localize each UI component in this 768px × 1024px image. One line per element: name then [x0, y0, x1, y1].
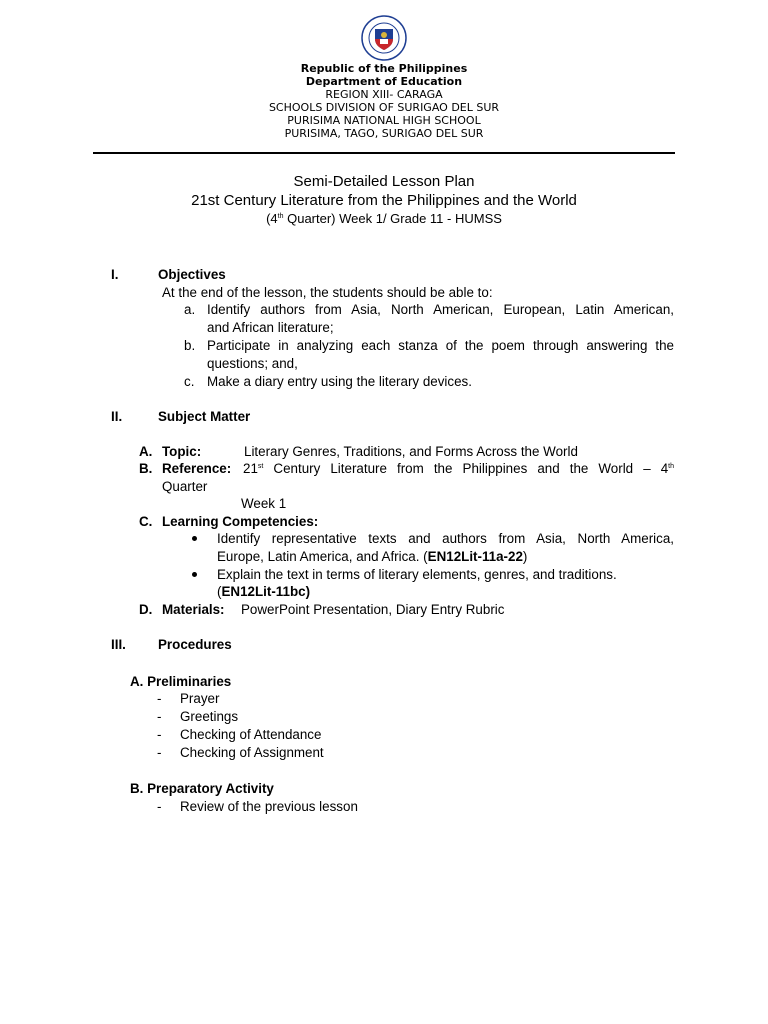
deped-seal-logo [361, 15, 407, 61]
reference-week: Week 1 [241, 496, 287, 511]
dash-marker: - [157, 727, 162, 742]
lesson-plan-title: Semi-Detailed Lesson Plan [293, 173, 475, 190]
header-address: PURISIMA, TAGO, SURIGAO DEL SUR [284, 127, 484, 140]
objective-marker: b. [184, 338, 196, 353]
objective-a-line2: and African literature; [207, 320, 334, 335]
preliminary-item: Greetings [180, 709, 239, 724]
objectives-numeral: I. [111, 267, 119, 282]
dash-marker: - [157, 709, 162, 724]
subject-title: 21st Century Literature from the Philippines and the World [191, 192, 577, 209]
competency-2-line1: Explain the text in terms of literary elements, genres, and traditions. [217, 567, 617, 582]
objective-marker: c. [184, 374, 195, 389]
objective-a-line1: Identify authors from Asia, North American, European, Latin American, [207, 302, 674, 317]
reference-quarter: Quarter [162, 479, 208, 494]
procedures-numeral: III. [111, 637, 126, 652]
header-republic: Republic of the Philippines [300, 62, 468, 75]
header-school: PURISIMA NATIONAL HIGH SCHOOL [287, 114, 481, 127]
bullet-icon [192, 536, 197, 541]
preparatory-heading: B. Preparatory Activity [130, 781, 274, 796]
bullet-icon [192, 572, 197, 577]
subject-matter-heading: Subject Matter [158, 409, 251, 424]
competency-2-line2: (EN12Lit-11bc) [217, 584, 311, 599]
header-department: Department of Education [305, 75, 463, 88]
quarter-line: (4th Quarter) Week 1/ Grade 11 - HUMSS [266, 211, 502, 226]
header-divider [93, 152, 675, 154]
reference-value: 21st Century Literature from the Philippines and the World – 4th [243, 461, 674, 476]
materials-marker: D. [139, 602, 153, 617]
objective-b-line1: Participate in analyzing each stanza of the poem through answering the [207, 338, 674, 353]
objective-b-line2: questions; and, [207, 356, 298, 371]
objectives-intro: At the end of the lesson, the students should be able to: [162, 285, 493, 300]
preliminary-item: Prayer [180, 691, 220, 706]
preparatory-item: Review of the previous lesson [180, 799, 358, 814]
materials-value: PowerPoint Presentation, Diary Entry Rubric [241, 602, 505, 617]
reference-marker: B. [139, 461, 153, 476]
competencies-label: Learning Competencies: [162, 514, 319, 529]
topic-marker: A. [139, 444, 153, 459]
dash-marker: - [157, 799, 162, 814]
objective-c-line1: Make a diary entry using the literary devices. [207, 374, 472, 389]
header-division: SCHOOLS DIVISION OF SURIGAO DEL SUR [268, 101, 500, 114]
competencies-marker: C. [139, 514, 153, 529]
reference-label: Reference: [162, 461, 232, 476]
subject-matter-numeral: II. [111, 409, 123, 424]
procedures-heading: Procedures [158, 637, 232, 652]
competency-1-line1: Identify representative texts and authors from Asia, North America, [217, 531, 674, 546]
topic-value: Literary Genres, Traditions, and Forms Across the World [244, 444, 578, 459]
preliminary-item: Checking of Assignment [180, 745, 324, 760]
objective-marker: a. [184, 302, 196, 317]
dash-marker: - [157, 691, 162, 706]
materials-label: Materials: [162, 602, 225, 617]
header-region: REGION XIII- CARAGA [325, 88, 443, 101]
competency-1-line2: Europe, Latin America, and Africa. (EN12Lit-11a-22) [217, 549, 528, 564]
topic-label: Topic: [162, 444, 202, 459]
preliminary-item: Checking of Attendance [180, 727, 322, 742]
objectives-heading: Objectives [158, 267, 226, 282]
dash-marker: - [157, 745, 162, 760]
preliminaries-heading: A. Preliminaries [130, 674, 232, 689]
